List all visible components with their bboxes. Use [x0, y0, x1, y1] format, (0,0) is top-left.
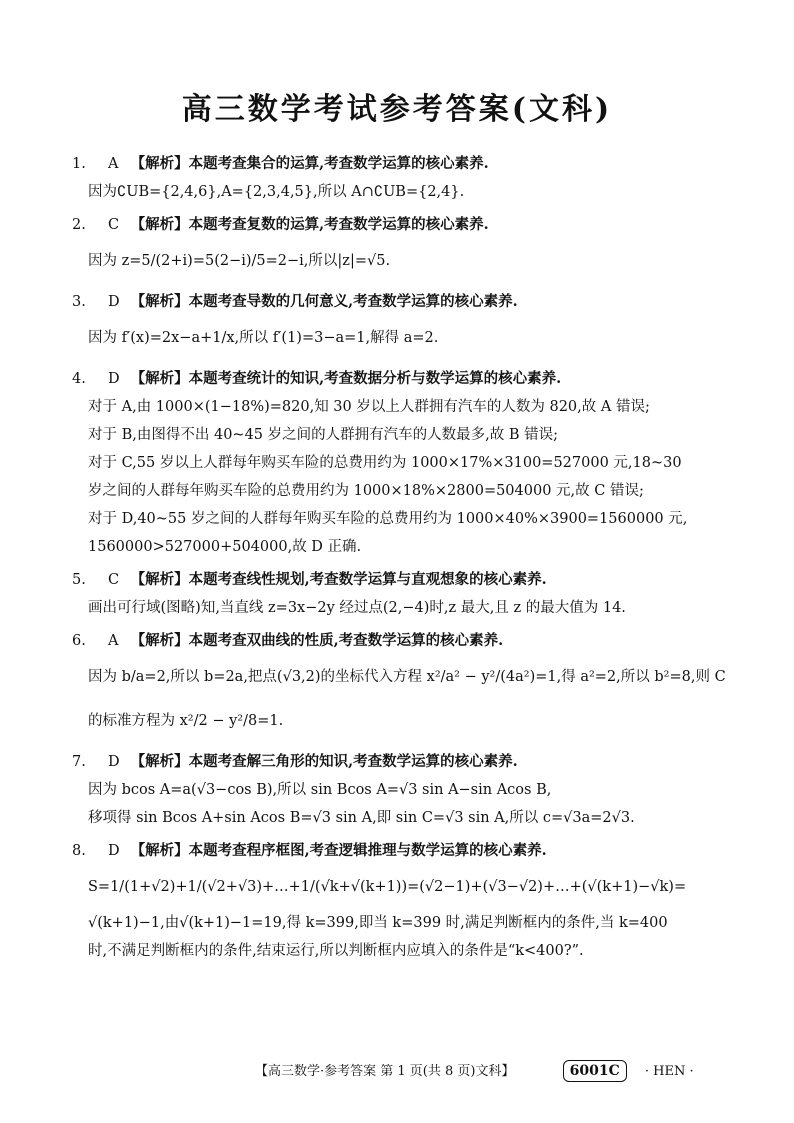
- question-number: 7.: [72, 754, 86, 770]
- question-topic: 本题考查线性规划,考查数学运算与直观想象的核心素养.: [188, 571, 547, 588]
- answer-letter: D: [108, 843, 120, 859]
- question-topic: 本题考查导数的几何意义,考查数学运算的核心素养.: [188, 293, 518, 310]
- solution-line: 因为 bcos A=a(√3−cos B),所以 sin Bcos A=√3 sin A−sin Acos B,: [88, 782, 552, 798]
- answer-letter: D: [108, 754, 120, 770]
- page-footer: [255, 1060, 694, 1084]
- question-number: 8.: [72, 843, 86, 859]
- solution-line: 的标准方程为 x²/2 − y²/8=1.: [88, 713, 284, 729]
- question-header: [72, 748, 728, 776]
- question-number: 2.: [72, 217, 86, 233]
- question-topic: 本题考查复数的运算,考查数学运算的核心素养.: [188, 216, 489, 233]
- solution-line: 因为 b/a=2,所以 b=2a,把点(√3,2)的坐标代入方程 x²/a² − y²/(4a²)=1,得 a²=2,所以 b²=8,则 C: [88, 669, 726, 685]
- solution-line: 因为 z=5/(2+i)=5(2−i)/5=2−i,所以|z|=√5.: [88, 253, 391, 269]
- solution-line: 画出可行域(图略)知,当直线 z=3x−2y 经过点(2,−4)时,z 最大,且 z 的最大值为 14.: [88, 600, 626, 616]
- question-number: 4.: [72, 371, 86, 387]
- question-header: [72, 211, 728, 239]
- answer-letter: D: [108, 294, 120, 310]
- question-header: [72, 288, 728, 316]
- solution-line: 对于 B,由图得不出 40~45 岁之间的人群拥有汽车的人数最多,故 B 错误;: [88, 427, 559, 443]
- solution-line: 对于 A,由 1000×(1−18%)=820,知 30 岁以上人群拥有汽车的人数为 820,故 A 错误;: [88, 399, 650, 415]
- region-mark: · HEN ·: [644, 1064, 694, 1079]
- solution-line: 对于 D,40~55 岁之间的人群每年购买车险的总费用约为 1000×40%×3900=1560000 元,: [88, 511, 688, 527]
- analysis-tag: 【解析】: [130, 753, 189, 770]
- analysis-tag: 【解析】: [130, 632, 189, 649]
- question-item: [72, 211, 728, 283]
- answer-letter: A: [108, 633, 119, 649]
- question-topic: 本题考查双曲线的性质,考查数学运算的核心素养.: [188, 632, 504, 649]
- solution-line: 对于 C,55 岁以上人群每年购买车险的总费用约为 1000×17%×3100=527000 元,18~30: [88, 455, 682, 471]
- question-header: [72, 837, 728, 865]
- solution-line: 因为∁UB={2,4,6},A={2,3,4,5},所以 A∩∁UB={2,4}.: [88, 184, 465, 200]
- question-number: 6.: [72, 633, 86, 649]
- question-item: [72, 837, 728, 965]
- question-number: 1.: [72, 156, 86, 172]
- question-topic: 本题考查程序框图,考查逻辑推理与数学运算的核心素养.: [188, 842, 547, 859]
- solution-line: 因为 f′(x)=2x−a+1/x,所以 f′(1)=3−a=1,解得 a=2.: [88, 330, 439, 346]
- question-topic: 本题考查统计的知识,考查数据分析与数学运算的核心素养.: [188, 370, 562, 387]
- solution-line: 移项得 sin Bcos A+sin Acos B=√3 sin A,即 sin C=√3 sin A,所以 c=√3a=2√3.: [88, 810, 635, 826]
- solution-line: 时,不满足判断框内的条件,结束运行,所以判断框内应填入的条件是“k<400?”.: [88, 943, 584, 959]
- question-item: [72, 288, 728, 360]
- page-title: 高三数学考试参考答案(文科): [181, 92, 613, 127]
- analysis-tag: 【解析】: [130, 216, 189, 233]
- question-item: [72, 627, 728, 743]
- question-header: [72, 150, 728, 178]
- analysis-tag: 【解析】: [130, 842, 189, 859]
- exam-code-badge: 6001C: [563, 1060, 627, 1082]
- answer-list: [72, 150, 728, 970]
- solution-line: √(k+1)−1,由√(k+1)−1=19,得 k=399,即当 k=399 时,满足判断框内的条件,当 k=400: [88, 915, 668, 931]
- question-item: [72, 365, 728, 561]
- answer-letter: C: [108, 217, 120, 233]
- question-header: [72, 627, 728, 655]
- question-header: [72, 566, 728, 594]
- solution-line: 1560000>527000+504000,故 D 正确.: [88, 539, 362, 555]
- analysis-tag: 【解析】: [130, 571, 189, 588]
- answer-letter: D: [108, 371, 120, 387]
- question-number: 5.: [72, 572, 86, 588]
- question-item: [72, 566, 728, 622]
- answer-letter: C: [108, 572, 120, 588]
- analysis-tag: 【解析】: [130, 370, 189, 387]
- question-topic: 本题考查解三角形的知识,考查数学运算的核心素养.: [188, 753, 518, 770]
- analysis-tag: 【解析】: [130, 293, 189, 310]
- question-number: 3.: [72, 294, 86, 310]
- question-item: [72, 150, 728, 206]
- footer-reference: 【高三数学·参考答案 第 1 页(共 8 页)文科】: [255, 1064, 515, 1079]
- solution-line: S=1/(1+√2)+1/(√2+√3)+…+1/(√k+√(k+1))=(√2−1)+(√3−√2)+…+(√(k+1)−√k)=: [88, 879, 687, 895]
- question-header: [72, 365, 728, 393]
- answer-letter: A: [108, 156, 119, 172]
- solution-line: 岁之间的人群每年购买车险的总费用约为 1000×18%×2800=504000 元,故 C 错误;: [88, 483, 644, 499]
- question-topic: 本题考查集合的运算,考查数学运算的核心素养.: [188, 155, 489, 172]
- question-item: [72, 748, 728, 832]
- analysis-tag: 【解析】: [130, 155, 189, 172]
